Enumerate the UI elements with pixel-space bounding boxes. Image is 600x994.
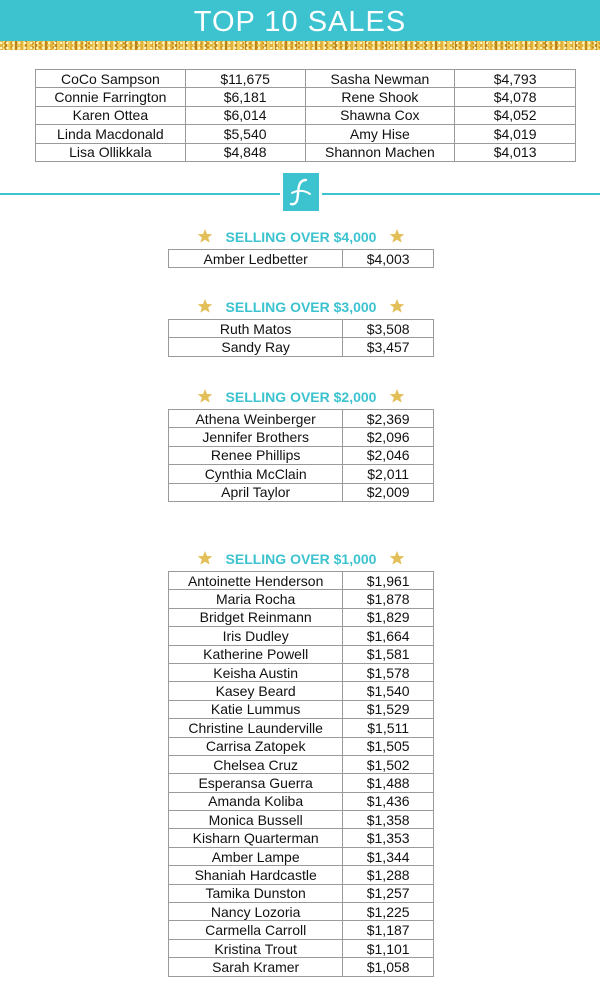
seller-name: Sandy Ray	[169, 338, 343, 356]
divider-line-left	[0, 193, 280, 195]
seller-name: Tamika Dunston	[169, 884, 343, 902]
glitter-border	[0, 41, 600, 50]
section-header	[168, 549, 434, 569]
section-header	[168, 227, 434, 247]
table-row	[36, 88, 576, 106]
seller-amount: $1,257	[343, 884, 434, 902]
table-row	[169, 446, 434, 464]
seller-name: Katie Lummus	[169, 700, 343, 718]
star-icon	[389, 550, 405, 566]
table-row	[169, 483, 434, 501]
table-row	[169, 663, 434, 681]
table-row	[169, 755, 434, 773]
seller-amount: $2,369	[343, 410, 434, 428]
seller-amount: $4,052	[455, 106, 576, 124]
seller-amount: $1,353	[343, 829, 434, 847]
seller-amount: $2,096	[343, 428, 434, 446]
seller-amount: $1,878	[343, 590, 434, 608]
seller-name: Sasha Newman	[305, 70, 455, 88]
seller-name: Ruth Matos	[169, 320, 343, 338]
seller-name: Amber Ledbetter	[169, 250, 343, 268]
seller-amount: $4,019	[455, 125, 576, 143]
seller-name: Chelsea Cruz	[169, 755, 343, 773]
star-icon	[389, 388, 405, 404]
table-row	[36, 70, 576, 88]
table-row	[169, 590, 434, 608]
seller-name: Keisha Austin	[169, 663, 343, 681]
seller-name: April Taylor	[169, 483, 343, 501]
section-title: SELLING OVER $2,000	[225, 389, 377, 405]
table-row	[169, 884, 434, 902]
seller-name: Connie Farrington	[36, 88, 186, 106]
section-table	[168, 249, 434, 268]
seller-name: Shaniah Hardcastle	[169, 866, 343, 884]
star-icon	[389, 298, 405, 314]
table-row	[169, 250, 434, 268]
seller-name: Cynthia McClain	[169, 465, 343, 483]
table-row	[169, 792, 434, 810]
seller-name: Jennifer Brothers	[169, 428, 343, 446]
seller-name: Linda Macdonald	[36, 125, 186, 143]
table-row	[169, 320, 434, 338]
seller-name: Bridget Reinmann	[169, 608, 343, 626]
seller-name: Kisharn Quarterman	[169, 829, 343, 847]
table-row	[169, 608, 434, 626]
table-row	[169, 811, 434, 829]
table-row	[36, 106, 576, 124]
section-title: SELLING OVER $3,000	[225, 299, 377, 315]
seller-amount: $1,344	[343, 847, 434, 865]
star-icon	[197, 228, 213, 244]
section-table	[168, 319, 434, 357]
table-row	[169, 428, 434, 446]
section-title: SELLING OVER $4,000	[225, 229, 377, 245]
seller-amount: $5,540	[185, 125, 305, 143]
seller-name: Carmella Carroll	[169, 921, 343, 939]
section-table	[168, 571, 434, 977]
seller-amount: $1,288	[343, 866, 434, 884]
seller-name: Athena Weinberger	[169, 410, 343, 428]
seller-amount: $3,508	[343, 320, 434, 338]
table-row	[169, 627, 434, 645]
seller-amount: $1,058	[343, 958, 434, 976]
seller-amount: $1,225	[343, 903, 434, 921]
seller-amount: $1,436	[343, 792, 434, 810]
seller-name: Amber Lampe	[169, 847, 343, 865]
seller-amount: $6,014	[185, 106, 305, 124]
seller-name: Iris Dudley	[169, 627, 343, 645]
seller-amount: $2,011	[343, 465, 434, 483]
seller-amount: $4,848	[185, 143, 305, 161]
seller-amount: $1,101	[343, 939, 434, 957]
seller-name: Kasey Beard	[169, 682, 343, 700]
seller-amount: $11,675	[185, 70, 305, 88]
seller-name: Rene Shook	[305, 88, 455, 106]
seller-amount: $1,502	[343, 755, 434, 773]
seller-amount: $1,511	[343, 719, 434, 737]
seller-amount: $4,078	[455, 88, 576, 106]
seller-amount: $1,829	[343, 608, 434, 626]
seller-name: Nancy Lozoria	[169, 903, 343, 921]
seller-name: Monica Bussell	[169, 811, 343, 829]
star-icon	[197, 550, 213, 566]
seller-amount: $1,578	[343, 663, 434, 681]
seller-amount: $1,664	[343, 627, 434, 645]
seller-amount: $4,793	[455, 70, 576, 88]
table-row	[169, 921, 434, 939]
seller-amount: $1,961	[343, 572, 434, 590]
seller-amount: $4,013	[455, 143, 576, 161]
star-icon	[197, 298, 213, 314]
table-row	[169, 958, 434, 976]
table-row	[169, 774, 434, 792]
seller-name: Amy Hise	[305, 125, 455, 143]
seller-name: Renee Phillips	[169, 446, 343, 464]
seller-name: Maria Rocha	[169, 590, 343, 608]
table-row	[169, 338, 434, 356]
seller-amount: $1,581	[343, 645, 434, 663]
top10-table	[35, 69, 576, 162]
table-row	[169, 903, 434, 921]
brand-logo-icon	[283, 173, 319, 211]
seller-amount: $3,457	[343, 338, 434, 356]
seller-name: Lisa Ollikkala	[36, 143, 186, 161]
page-title: TOP 10 SALES	[193, 6, 407, 38]
seller-name: Antoinette Henderson	[169, 572, 343, 590]
table-row	[169, 682, 434, 700]
header-banner	[0, 0, 600, 50]
table-row	[169, 737, 434, 755]
seller-amount: $1,488	[343, 774, 434, 792]
seller-name: Kristina Trout	[169, 939, 343, 957]
seller-amount: $4,003	[343, 250, 434, 268]
seller-name: Amanda Koliba	[169, 792, 343, 810]
seller-amount: $1,358	[343, 811, 434, 829]
seller-amount: $2,009	[343, 483, 434, 501]
section-table	[168, 409, 434, 502]
table-row	[169, 410, 434, 428]
table-row	[169, 645, 434, 663]
table-row	[169, 847, 434, 865]
seller-name: Katherine Powell	[169, 645, 343, 663]
star-icon	[389, 228, 405, 244]
seller-name: CoCo Sampson	[36, 70, 186, 88]
divider-line-right	[322, 193, 600, 195]
seller-amount: $1,540	[343, 682, 434, 700]
seller-name: Sarah Kramer	[169, 958, 343, 976]
seller-amount: $1,505	[343, 737, 434, 755]
table-row	[169, 829, 434, 847]
seller-name: Esperansa Guerra	[169, 774, 343, 792]
seller-amount: $1,529	[343, 700, 434, 718]
seller-amount: $2,046	[343, 446, 434, 464]
seller-name: Carrisa Zatopek	[169, 737, 343, 755]
table-row	[169, 572, 434, 590]
table-row	[169, 719, 434, 737]
table-row	[169, 939, 434, 957]
seller-name: Shannon Machen	[305, 143, 455, 161]
table-row	[169, 465, 434, 483]
table-row	[36, 143, 576, 161]
section-title: SELLING OVER $1,000	[225, 551, 377, 567]
section-header	[168, 387, 434, 407]
seller-amount: $1,187	[343, 921, 434, 939]
table-row	[36, 125, 576, 143]
seller-name: Christine Launderville	[169, 719, 343, 737]
section-header	[168, 297, 434, 317]
seller-name: Karen Ottea	[36, 106, 186, 124]
seller-name: Shawna Cox	[305, 106, 455, 124]
table-row	[169, 700, 434, 718]
table-row	[169, 866, 434, 884]
seller-amount: $6,181	[185, 88, 305, 106]
star-icon	[197, 388, 213, 404]
